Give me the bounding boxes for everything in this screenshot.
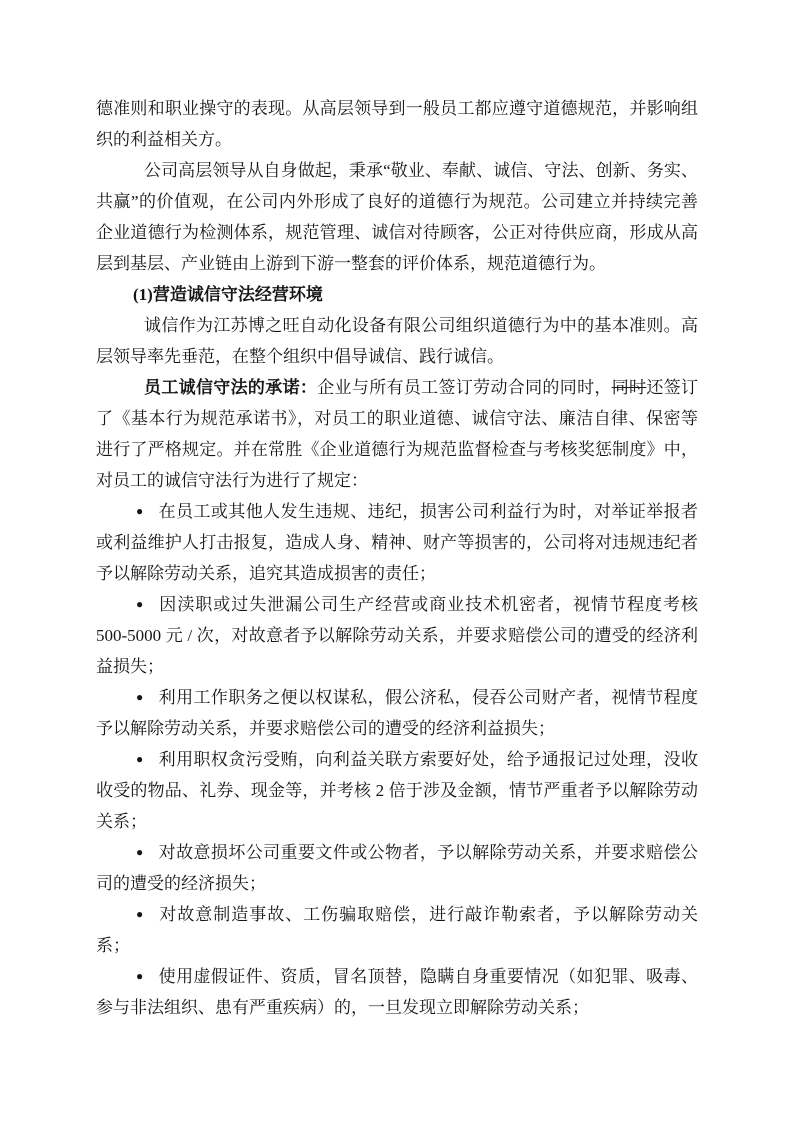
bullet-icon: ● (136, 907, 145, 921)
text-run: 在员工或其他人发生违规、违纪，损害公司利益行为时，对举证举报者或利益维护人打击报复，造成人身、精神、财产等损害的，公司将对违规违纪者予以解除劳动关系，追究其造成损害的责任； (96, 502, 699, 583)
text-run: 因渎职或过失泄漏公司生产经营或商业技术机密者，视情节程度考核 500-5000 元 / 次，对故意者予以解除劳动关系，并要求赔偿公司的遭受的经济利益损失； (96, 595, 699, 676)
text-run: 对故意损坏公司重要文件或公物者，予以解除劳动关系，并要求赔偿公司的遭受的经济损失； (96, 843, 699, 893)
text-run: 利用职权贪污受贿，向利益关联方索要好处，给予通报记过处理，没收收受的物品、礼券、现金等，并考核 2 倍于涉及金额，情节严重者予以解除劳动关系； (96, 750, 699, 831)
bullet-paragraph (96, 682, 698, 744)
section-heading (96, 279, 698, 310)
bullet-paragraph (96, 589, 698, 682)
bullet-icon: ● (136, 690, 144, 704)
bullet-paragraph (96, 837, 698, 899)
text-run: 企业与所有员工签订劳动合同的同时， (317, 378, 612, 397)
text-run: 员工诚信守法的承诺： (144, 378, 318, 397)
text-run: (1)营造诚信守法经营环境 (133, 285, 323, 304)
bullet-icon: ● (136, 845, 144, 859)
text-run: 使用虚假证件、资质，冒名顶替，隐瞒自身重要情况（如犯罪、吸毒、参与非法组织、患有严重疾病）的，一旦发现立即解除劳动关系； (96, 967, 699, 1017)
text-run: 利用工作职务之便以权谋私，假公济私，侵吞公司财产者，视情节程度予以解除劳动关系，并要求赔偿公司的遭受的经济利益损失； (96, 688, 699, 738)
text-run: 公司高层领导从自身做起，秉承“敬业、奉献、诚信、守法、创新、务实、共赢”的价值观，在公司内外形成了良好的道德行为规范。公司建立并持续完善企业道德行为检测体系，规范管理、诚信对待顾客，公正对待供应商，形成从高层到基层、产业链由上游到下游一整套的评价体系，规范道德行为。 (96, 161, 698, 273)
bullet-icon: ● (136, 597, 145, 611)
bullet-icon: ● (136, 504, 144, 518)
text-run: 对故意制造事故、工伤骗取赔偿，进行敲诈勒索者，予以解除劳动关系； (96, 905, 699, 955)
bullet-paragraph (96, 496, 698, 589)
text-run: 诚信作为江苏博之旺自动化设备有限公司组织道德行为中的基本准则。高层领导率先垂范，在整个组织中倡导诚信、践行诚信。 (96, 316, 698, 366)
document-content (96, 93, 698, 1023)
bullet-paragraph (96, 899, 698, 961)
bullet-paragraph (96, 961, 698, 1023)
paragraph (96, 93, 698, 155)
bullet-icon: ● (136, 969, 144, 983)
text-run: 德准则和职业操守的表现。从高层领导到一般员工都应遵守道德规范，并影响组织的利益相关方。 (96, 99, 698, 149)
paragraph (96, 155, 698, 279)
text-run: 还签订了《基本行为规范承诺书》，对员工的职业道德、诚信守法、廉洁自律、保密等进行了严格规定。并在常胜《企业道德行为规范监督检查与考核奖惩制度》中，对员工的诚信守法行为进行了规定： (96, 378, 699, 490)
paragraph (96, 372, 698, 496)
strikethrough-text-run: 同时 (611, 378, 647, 397)
paragraph (96, 310, 698, 372)
bullet-icon: ● (136, 752, 144, 766)
bullet-paragraph (96, 744, 698, 837)
